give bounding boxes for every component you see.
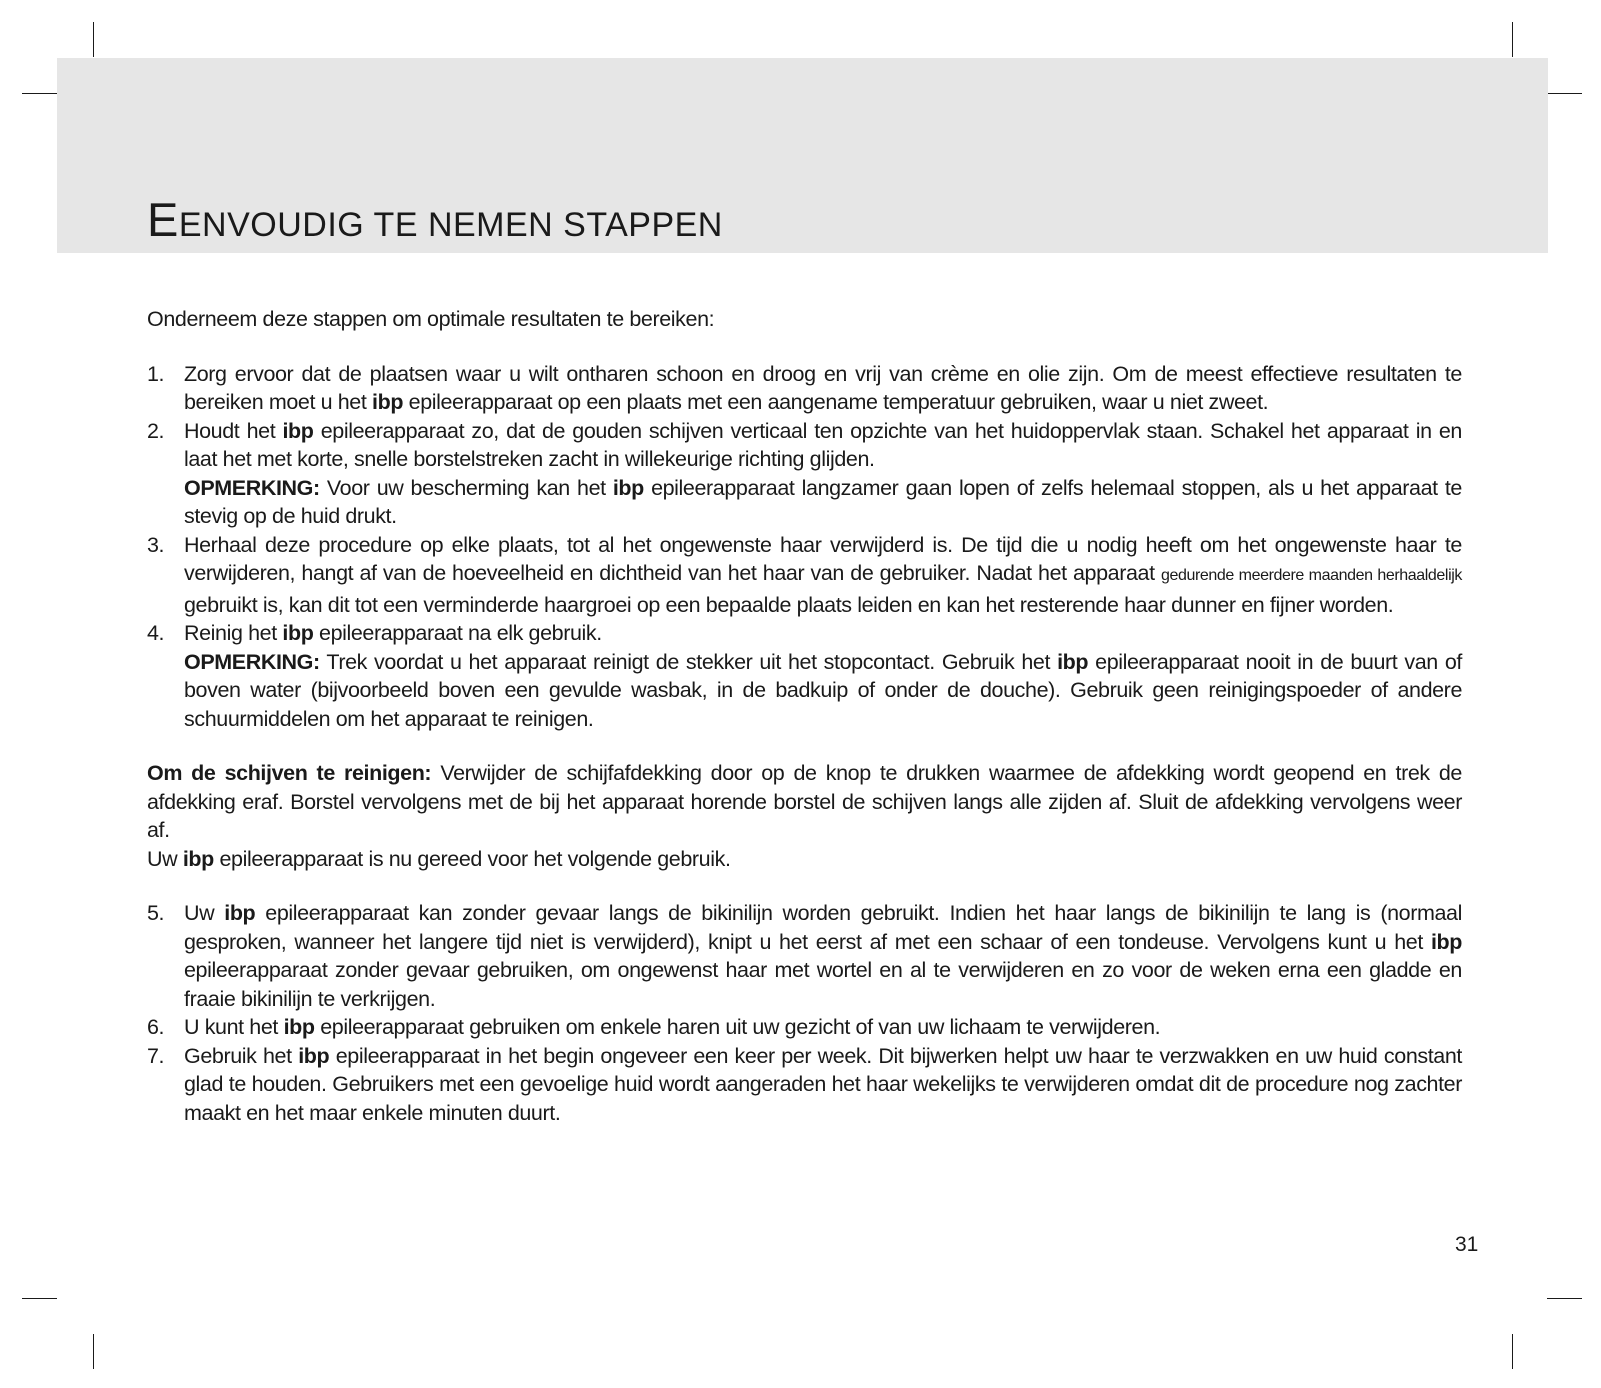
step-note bbox=[184, 648, 1462, 734]
step-body bbox=[184, 619, 1462, 733]
step-note bbox=[184, 474, 1462, 531]
ready-paragraph bbox=[147, 845, 1462, 874]
page-content bbox=[147, 305, 1462, 1127]
brand-name: ibp bbox=[612, 475, 644, 500]
list-item-step-3 bbox=[147, 531, 1462, 620]
step-body bbox=[184, 360, 1462, 417]
step-paragraph bbox=[184, 531, 1462, 620]
step-text: epileerapparaat zonder gevaar gebruiken, om ongewenst haar met wortel en al te verwijderen en zo voor de weken erna een gladde en fraaie bikinilijn te verkrijgen. bbox=[184, 958, 1462, 1011]
brand-name: ibp bbox=[372, 390, 404, 414]
steps-list-first bbox=[147, 360, 1462, 734]
step-text: Reinig het bbox=[184, 621, 283, 645]
ready-text: epileerapparaat is nu gereed voor het volgende gebruik. bbox=[213, 846, 731, 871]
step-text: Zorg ervoor dat de plaatsen waar u wilt ontharen schoon en droog en vrij van crème en olie zijn. Om de meest effectieve resultaten te bereiken moet u het bbox=[184, 361, 1462, 414]
cleaning-label: Om de schijven te reinigen: bbox=[147, 761, 432, 785]
crop-mark-top-left-horizontal bbox=[22, 93, 57, 94]
ready-text: Uw bbox=[147, 846, 183, 871]
step-text: Gebruik het bbox=[184, 1043, 299, 1068]
brand-name: ibp bbox=[1057, 649, 1089, 674]
step-text: epileerapparaat op een plaats met een aangename temperatuur gebruiken, waar u niet zweet. bbox=[403, 390, 1269, 414]
list-item-step-5 bbox=[147, 899, 1462, 1013]
step-text: epileerapparaat gebruiken om enkele haren uit uw gezicht of van uw lichaam te verwijderen. bbox=[314, 1015, 1161, 1039]
crop-mark-bottom-left-horizontal bbox=[22, 1298, 57, 1299]
brand-name: ibp bbox=[182, 846, 214, 871]
step-text: epileerapparaat in het begin ongeveer een keer per week. Dit bijwerken helpt uw haar te verzwakken en uw huid constant glad te houden. Gebruikers met een gevoelige huid wordt aangeraden het haar wekelijks te verwijderen omdat dit de procedure nog zachter maakt en het maar enkele minuten duurt. bbox=[184, 1043, 1462, 1125]
cleaning-section bbox=[147, 759, 1462, 873]
list-item-step-1 bbox=[147, 360, 1462, 417]
note-text: Voor uw bescherming kan het bbox=[319, 475, 613, 500]
step-body bbox=[184, 1042, 1462, 1128]
step-number: 3. bbox=[147, 532, 165, 557]
note-text: epileerapparaat nooit in de buurt van of boven water (bijvoorbeeld boven een gevulde wasbak, in de badkuip of onder de douche). Gebruik geen reinigingspoeder of andere schuurmiddelen om het apparaat te reinigen. bbox=[184, 649, 1462, 731]
step-text-small: gedurende meerdere maanden herhaaldelijk bbox=[1160, 567, 1462, 584]
crop-mark-top-right-horizontal bbox=[1547, 93, 1582, 94]
cleaning-paragraph bbox=[147, 759, 1462, 845]
brand-name: ibp bbox=[224, 901, 256, 925]
crop-mark-bottom-right-vertical bbox=[1512, 1334, 1513, 1369]
brand-name: ibp bbox=[282, 621, 314, 645]
step-number: 2. bbox=[147, 418, 165, 443]
page-number: 31 bbox=[1455, 1233, 1479, 1256]
step-text: epileerapparaat na elk gebruik. bbox=[313, 621, 602, 645]
list-item-step-6 bbox=[147, 1013, 1462, 1042]
step-text: U kunt het bbox=[184, 1015, 284, 1039]
cleaning-text: Verwijder de schijfafdekking door op de knop te drukken waarmee de afdekking wordt geopend en trek de afdekking eraf. Borstel vervolgens met de bij het apparaat horende borstel de schijven langs alle zijden af. Sluit de afdekking vervolgens weer af. bbox=[147, 761, 1462, 842]
page-title-initial: E bbox=[147, 193, 179, 246]
step-body bbox=[184, 899, 1462, 1013]
list-item-step-7 bbox=[147, 1042, 1462, 1128]
note-label: OPMERKING: bbox=[184, 475, 320, 500]
step-paragraph bbox=[184, 619, 1462, 648]
note-text: Trek voordat u het apparaat reinigt de stekker uit het stopcontact. Gebruik het bbox=[319, 649, 1058, 674]
brand-name: ibp bbox=[298, 1043, 330, 1068]
step-text: Houdt het bbox=[184, 418, 283, 443]
brand-name: ibp bbox=[282, 418, 314, 443]
step-number: 1. bbox=[147, 361, 165, 386]
page-title-rest: ENVOUDIG TE NEMEN STAPPEN bbox=[178, 206, 723, 244]
brand-name: ibp bbox=[1430, 929, 1462, 954]
step-number: 5. bbox=[147, 901, 165, 925]
step-number: 6. bbox=[147, 1015, 165, 1039]
crop-mark-bottom-left-vertical bbox=[93, 1334, 94, 1369]
step-text: gebruikt is, kan dit tot een verminderde haargroei op een bepaalde plaats leiden en kan het resterende haar dunner en fijner worden. bbox=[184, 592, 1394, 617]
step-body bbox=[184, 531, 1462, 620]
list-item-step-4 bbox=[147, 619, 1462, 733]
step-number: 7. bbox=[147, 1043, 165, 1068]
step-paragraph bbox=[184, 899, 1462, 1013]
note-text: epileerapparaat langzamer gaan lopen of zelfs helemaal stoppen, als u het apparaat te stevig op de huid drukt. bbox=[184, 475, 1462, 528]
step-body bbox=[184, 1013, 1462, 1042]
brand-name: ibp bbox=[283, 1015, 315, 1039]
list-item-step-2 bbox=[147, 417, 1462, 531]
crop-mark-top-left-vertical bbox=[93, 22, 94, 57]
intro-text: Onderneem deze stappen om optimale resultaten te bereiken: bbox=[147, 307, 715, 331]
step-text: Uw bbox=[184, 901, 225, 925]
step-paragraph bbox=[184, 1013, 1462, 1042]
step-paragraph bbox=[184, 360, 1462, 417]
page-title bbox=[147, 192, 723, 247]
crop-mark-top-right-vertical bbox=[1512, 22, 1513, 57]
note-label: OPMERKING: bbox=[184, 649, 320, 674]
step-paragraph bbox=[184, 417, 1462, 474]
steps-list-second bbox=[147, 899, 1462, 1127]
step-number: 4. bbox=[147, 621, 165, 645]
crop-mark-bottom-right-horizontal bbox=[1547, 1298, 1582, 1299]
step-text: epileerapparaat zo, dat de gouden schijven verticaal ten opzichte van het huidoppervlak staan. Schakel het apparaat in en laat het met korte, snelle borstelstreken zacht in willekeurige richting glijden. bbox=[184, 418, 1462, 471]
step-text: epileerapparaat kan zonder gevaar langs de bikinilijn worden gebruikt. Indien het haar langs de bikinilijn te lang is (normaal gesproken, wanneer het langere tijd niet is verwijderd), knipt u het eerst af met een schaar of een tondeuse. Vervolgens kunt u het bbox=[184, 901, 1462, 954]
step-body bbox=[184, 417, 1462, 531]
step-paragraph bbox=[184, 1042, 1462, 1128]
step-text: Herhaal deze procedure op elke plaats, tot al het ongewenste haar verwijderd is. De tijd die u nodig heeft om het ongewenste haar te verwijderen, hangt af van de hoeveelheid en dichtheid van het haar van de gebruiker. Nadat het apparaat bbox=[184, 532, 1462, 585]
